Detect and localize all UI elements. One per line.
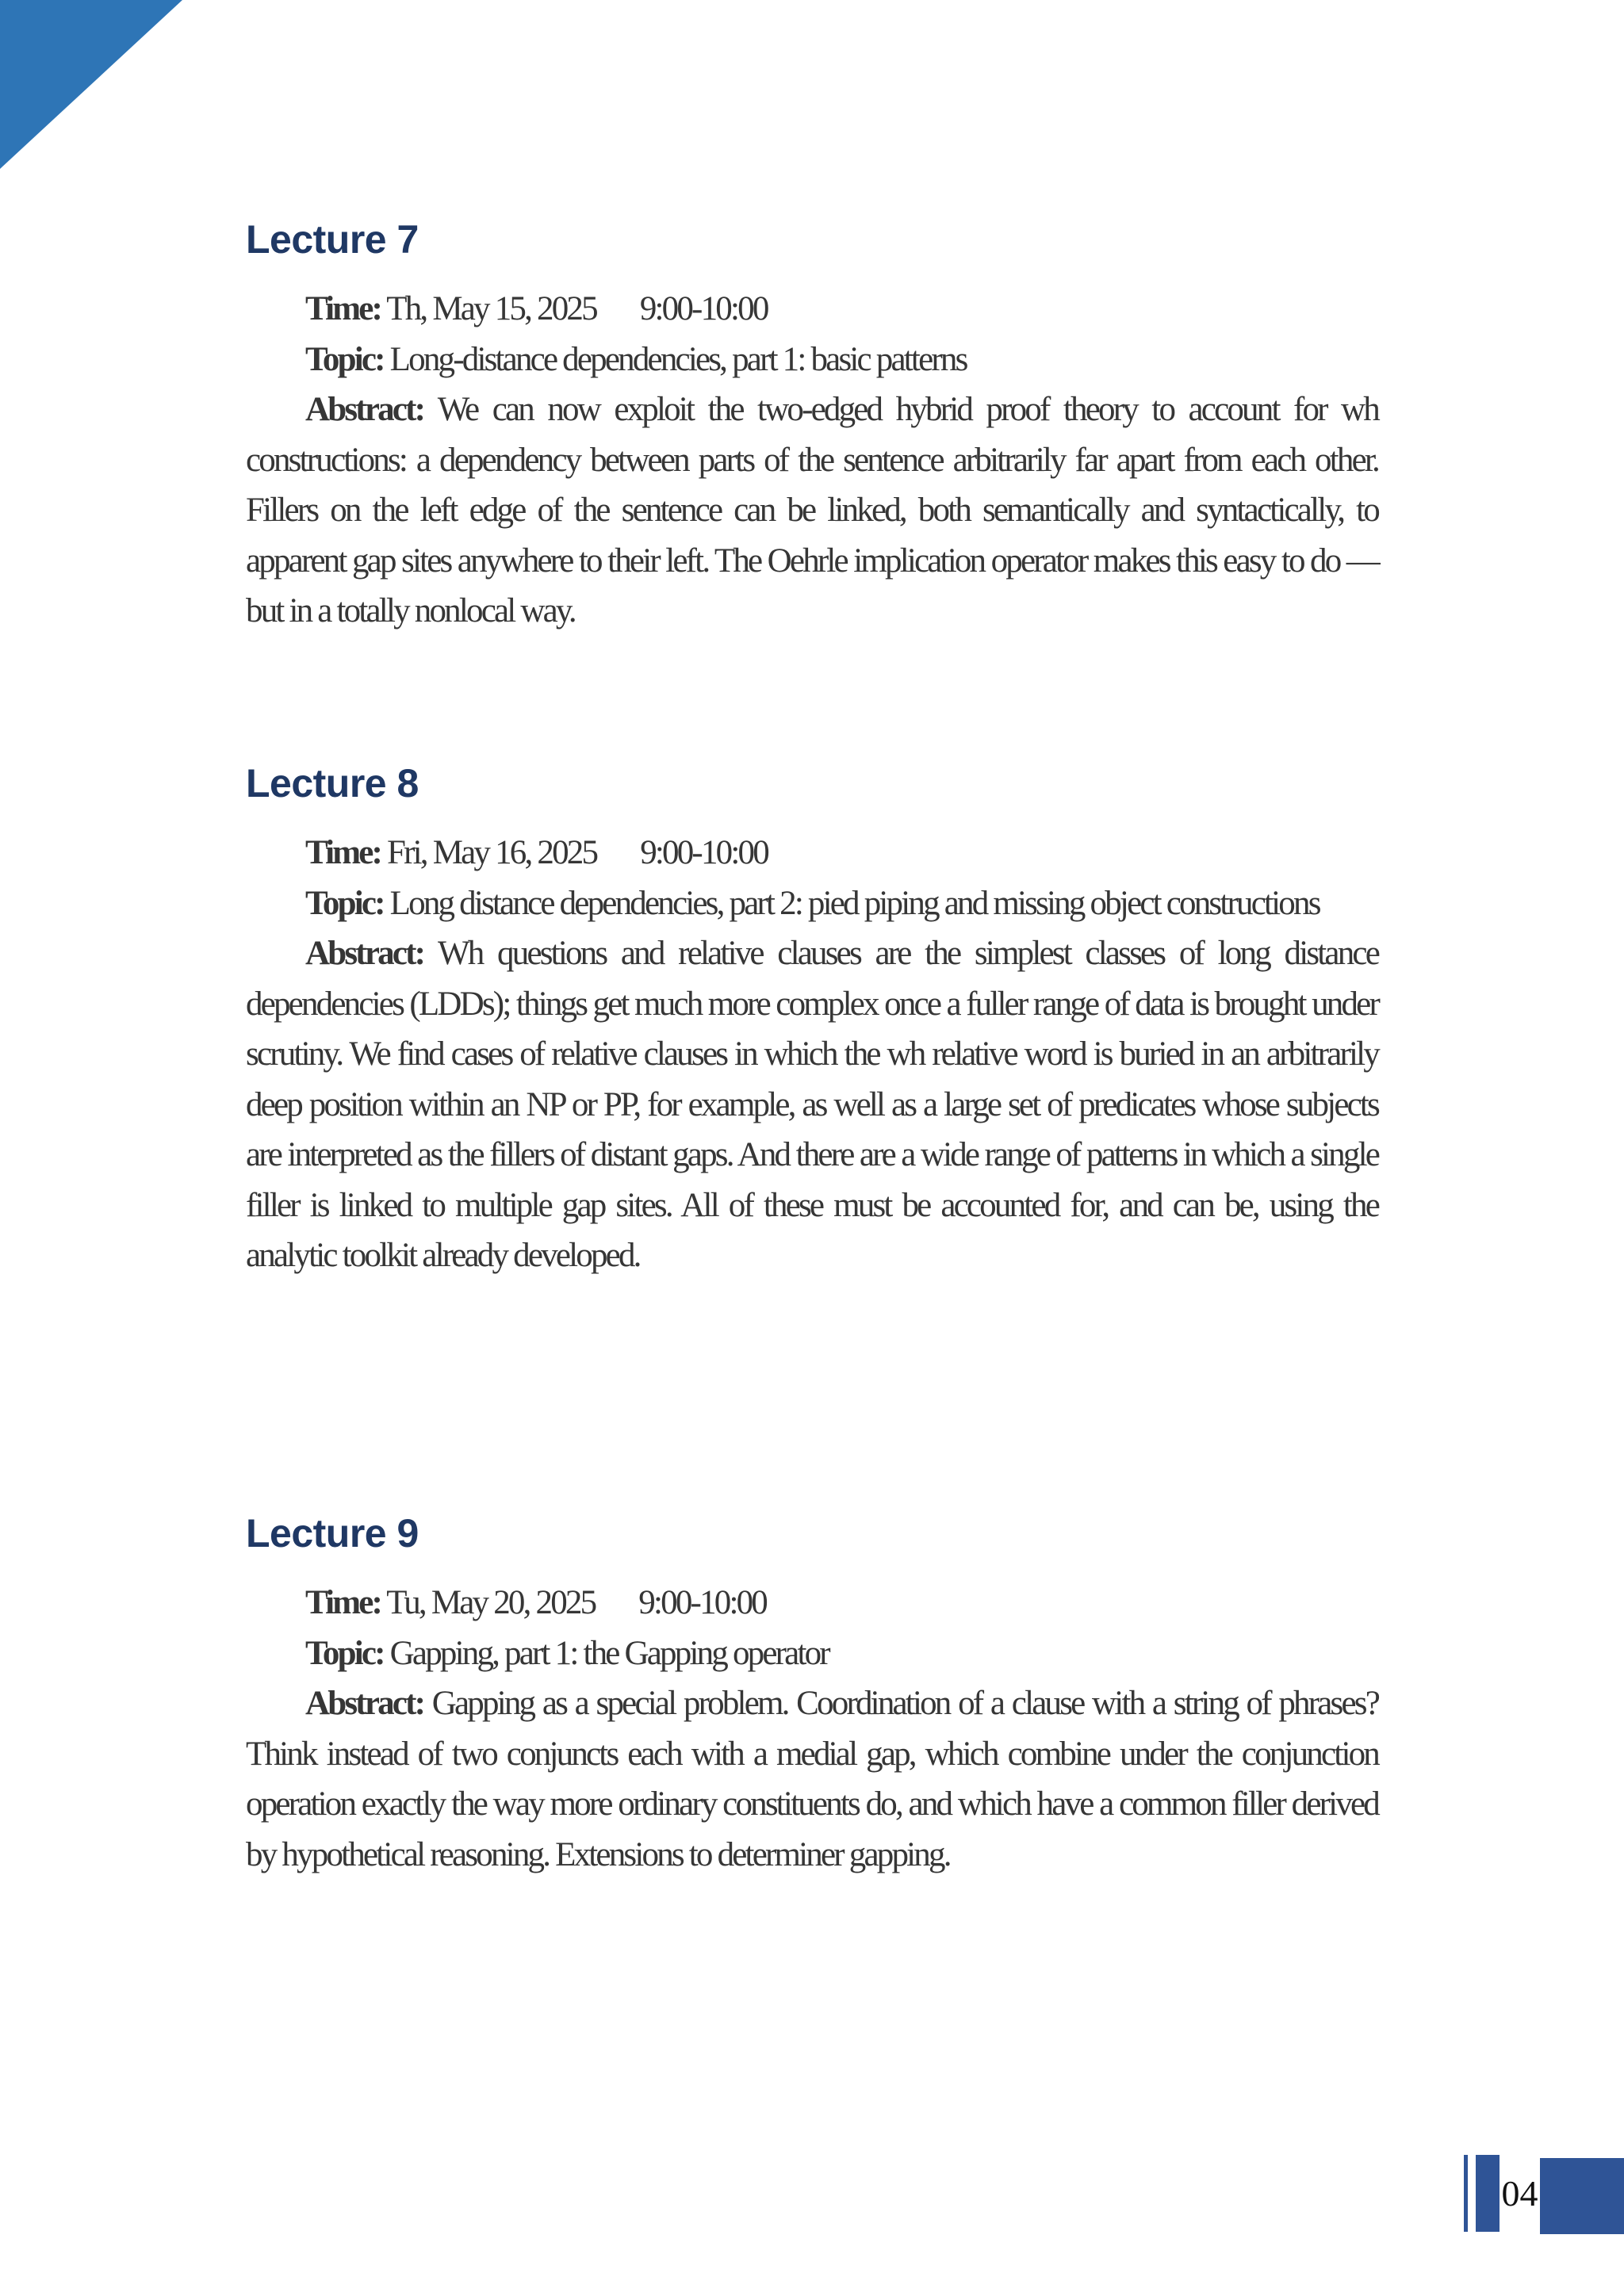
lecture-details bbox=[246, 828, 1378, 1281]
abstract-label: Abstract: bbox=[305, 1685, 424, 1722]
abstract-text: We can now exploit the two-edged hybrid proof theory to account for wh constructions: a dependency between parts of the sentence arbitrarily far apart from each other. Fillers on the left edge of the sentence can be linked, both semantically and syntactically, to apparent gap sites anywhere to their left. The Oehrle implication operator makes this easy to do — but in a totally nonlocal way. bbox=[246, 391, 1378, 629]
lecture-title: Lecture 9 bbox=[246, 1511, 419, 1556]
page-number: 04 bbox=[1501, 2173, 1538, 2214]
abstract-paragraph bbox=[246, 928, 1378, 1281]
time-label: Time: bbox=[305, 290, 381, 327]
time-range: 9:00-10:00 bbox=[639, 290, 768, 327]
time-label: Time: bbox=[305, 834, 381, 871]
abstract-paragraph bbox=[246, 385, 1378, 637]
time-line bbox=[246, 828, 1378, 878]
time-range: 9:00-10:00 bbox=[638, 1584, 767, 1621]
topic-label: Topic: bbox=[305, 1634, 384, 1672]
topic-text: Long-distance dependencies, part 1: basic patterns bbox=[389, 340, 967, 378]
lecture-section-7 bbox=[246, 216, 1378, 637]
topic-line bbox=[246, 335, 1378, 385]
corner-triangle-decoration bbox=[0, 0, 182, 169]
lecture-details bbox=[246, 284, 1378, 637]
topic-line bbox=[246, 1628, 1378, 1679]
abstract-label: Abstract: bbox=[305, 935, 424, 972]
time-range: 9:00-10:00 bbox=[640, 834, 768, 871]
topic-label: Topic: bbox=[305, 340, 384, 378]
time-date: Fri, May 16, 2025 bbox=[387, 834, 597, 871]
time-label: Time: bbox=[305, 1584, 381, 1621]
time-line bbox=[246, 284, 1378, 335]
topic-text: Long distance dependencies, part 2: pied piping and missing object constructions bbox=[389, 884, 1320, 922]
abstract-text: Gapping as a special problem. Coordination of a clause with a string of phrases? Think instead of two conjuncts each with a medial gap, which combine under the conjunction operation exactly the way more ordinary constituents do, and which have a common filler derived by hypothetical reasoning. Extensions to determiner gapping. bbox=[246, 1685, 1378, 1873]
lecture-details bbox=[246, 1578, 1378, 1880]
topic-line bbox=[246, 878, 1378, 929]
abstract-paragraph bbox=[246, 1678, 1378, 1880]
footer-accent-rectangle bbox=[1540, 2158, 1624, 2234]
topic-text: Gapping, part 1: the Gapping operator bbox=[389, 1634, 829, 1672]
footer-accent-thin-bar bbox=[1464, 2155, 1468, 2232]
lecture-title: Lecture 8 bbox=[246, 761, 419, 806]
lecture-section-8 bbox=[246, 760, 1378, 1281]
topic-label: Topic: bbox=[305, 884, 384, 922]
time-date: Tu, May 20, 2025 bbox=[386, 1584, 596, 1621]
abstract-text: Wh questions and relative clauses are the simplest classes of long distance dependencies (LDDs); things get much more complex once a fuller range of data is brought under scrutiny. We find cases of relative clauses in which the wh relative word is buried in an arbitrarily deep position within an NP or PP, for example, as well as a large set of predicates whose subjects are interpreted as the fillers of distant gaps. And there are a wide range of patterns in which a single filler is linked to multiple gap sites. All of these must be accounted for, and can be, using the analytic toolkit already developed. bbox=[246, 935, 1378, 1274]
footer-accent-wide-bar bbox=[1476, 2155, 1500, 2232]
lecture-section-9 bbox=[246, 1510, 1378, 1880]
abstract-label: Abstract: bbox=[305, 391, 424, 428]
time-date: Th, May 15, 2025 bbox=[386, 290, 596, 327]
time-line bbox=[246, 1578, 1378, 1628]
lecture-title: Lecture 7 bbox=[246, 217, 419, 262]
